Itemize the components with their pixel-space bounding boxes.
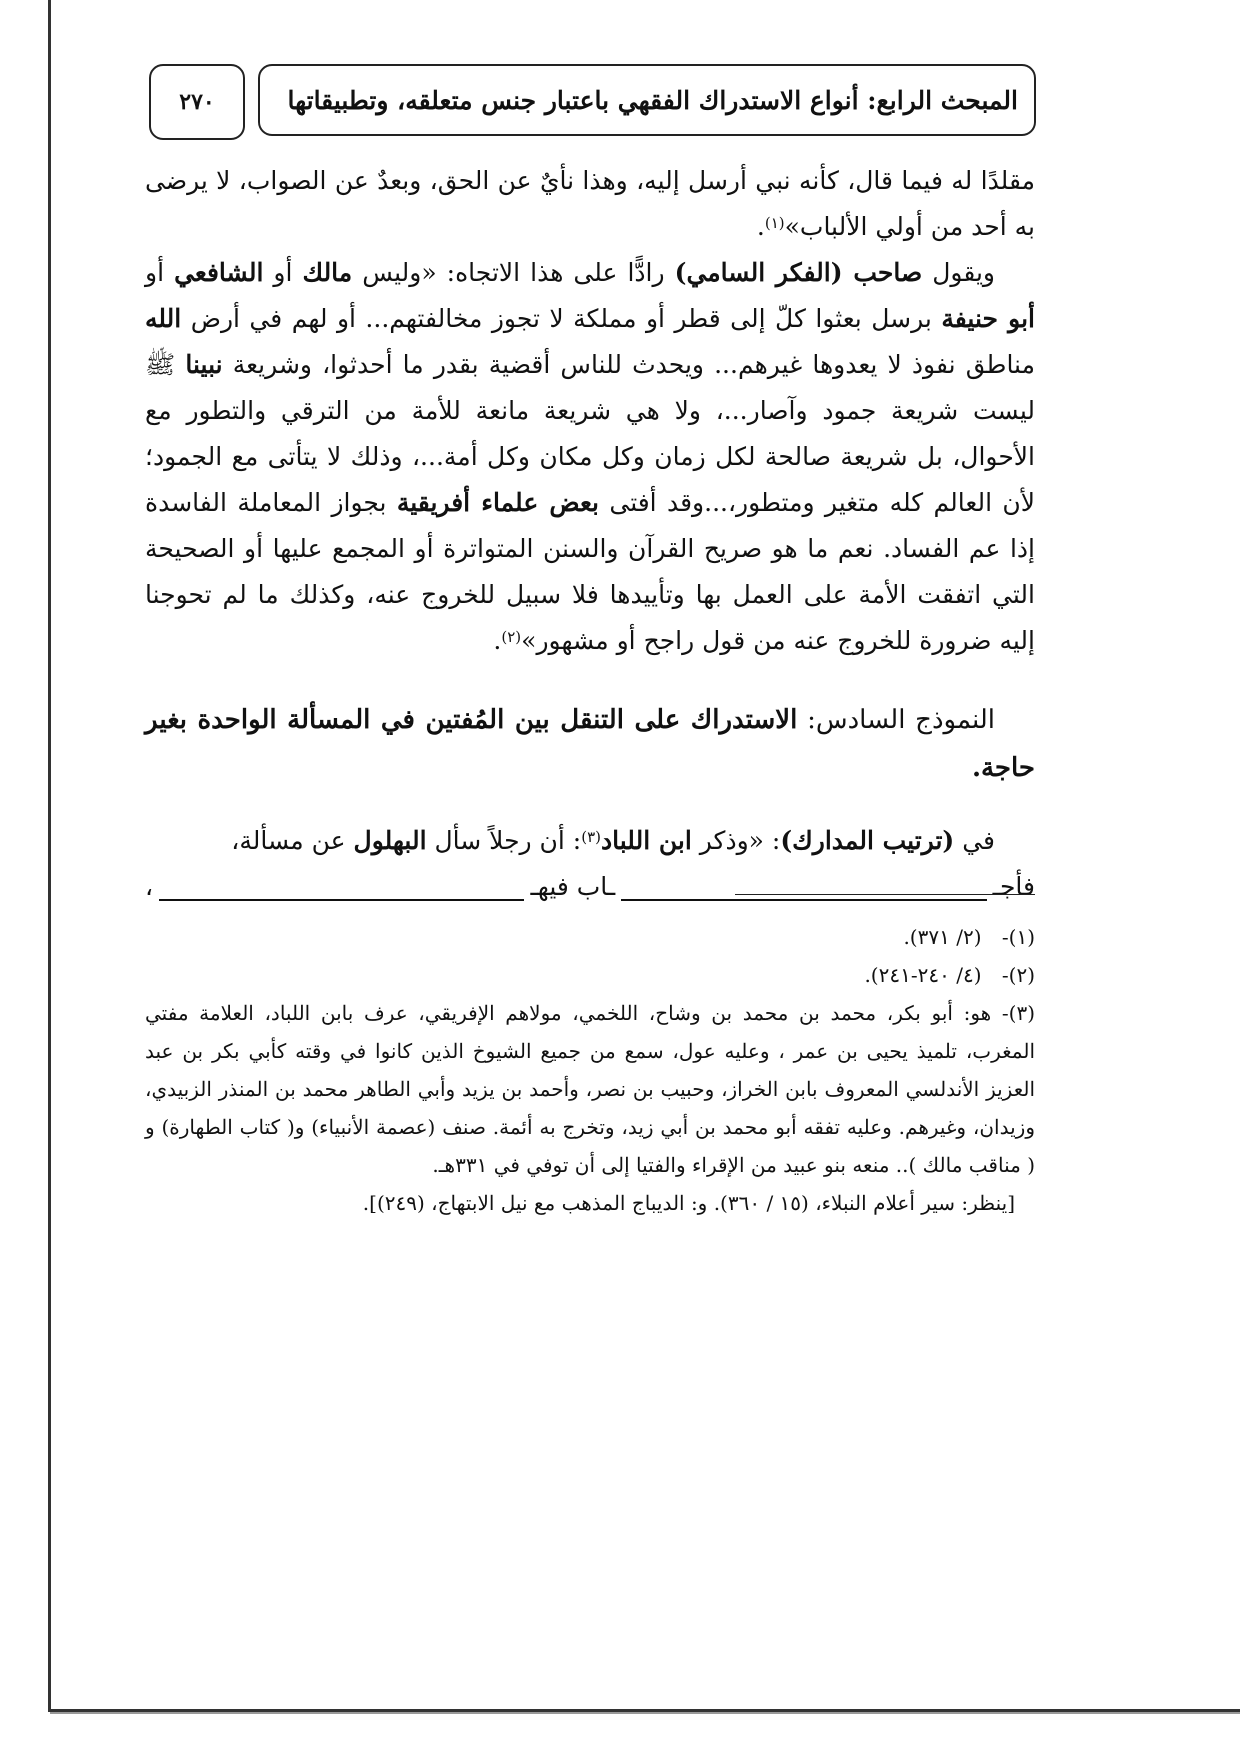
kashida-fill — [159, 873, 524, 901]
p4-start: فأجـ — [992, 872, 1035, 901]
word-nabiyyina: نبينا — [185, 350, 223, 379]
footnote-1 — [145, 918, 1035, 956]
chapter-title: المبحث الرابع: أنواع الاستدراك الفقهي باعتبار جنس متعلقه، وتطبيقاتها — [287, 85, 1018, 115]
chapter-header — [258, 64, 1036, 136]
name-bahlul: البهلول — [353, 826, 427, 855]
page-number-box — [149, 64, 245, 140]
book-title-tartib: (ترتيب المدارك) — [780, 826, 955, 855]
paragraph-1-end: . — [756, 212, 765, 241]
p2-end: . — [493, 626, 502, 655]
kashida-fill — [621, 873, 986, 901]
paragraph-4-stretched — [145, 864, 1035, 910]
p2-text: أو — [263, 258, 303, 287]
p2-text: رادًّا على هذا الاتجاه: «وليس — [352, 258, 675, 287]
book-title-fikr-sami: (الفكر السامي) — [674, 258, 843, 287]
ulama-africa: بعض علماء أفريقية — [396, 488, 599, 517]
p2-text: ويقول — [922, 258, 996, 287]
p3-text: عن مسألة، — [231, 826, 354, 855]
p4-middle: ـاب فيهـ — [530, 872, 616, 901]
footnote-number: (٣)- — [1001, 1001, 1035, 1025]
paragraph-1 — [145, 158, 1035, 250]
p3-text: : أن رجلاً سأل — [426, 826, 582, 855]
p3-text: في — [954, 826, 995, 855]
name-ibn-allabbad: ابن اللباد — [601, 826, 692, 855]
footnote-text: (٤/ ٢٤٠-٢٤١). — [864, 963, 982, 987]
footnote-separator — [735, 894, 1035, 895]
footnote-text: (٢/ ٣٧١). — [903, 925, 982, 949]
footnote-references — [145, 1184, 1035, 1222]
section-heading — [145, 696, 1035, 792]
footnote-text: هو: أبو بكر، محمد بن محمد بن وشاح، اللخمي، مولاهم الإفريقي، عرف بابن اللباد، العلامة مفتي المغرب، تلميذ يحيى بن عمر ، وعليه عول، سمع من جميع الشيوخ الذين كانوا في وقته كأبي بكر بن عبد العزيز الأندلسي المعروف بابن الخراز، وحبيب بن نصر، وأحمد بن يزيد وأبي الطاهر محمد بن المنذر الزبيدي، وزيدان، وغيرهم. وعليه تفقه أبو محمد بن أبي زيد، وتخرج به أئمة. صنف (عصمة الأنبياء) و( كتاب الطهارة) و ( مناقب مالك ).. منعه بنو عبيد من الإقراء والفتيا إلى أن توفي في ٣٣١هـ. — [145, 1001, 1035, 1177]
paragraph-3 — [145, 818, 1035, 864]
p2-text: ﷺ ليست شريعة جمود وآصار...، ولا هي شريعة مانعة للأمة من الترقي والتطور مع الأحوال، بل شريعة صالحة لكل زمان وكل مكان وكل أمة...، وذلك لا يتأتى مع الجمود؛ لأن العالم كله متغير ومتطور،...وقد أفتى — [145, 350, 1035, 517]
main-text — [145, 158, 1035, 910]
footnote-ref-3: (٣) — [581, 828, 602, 846]
footnote-ref-1: (١) — [764, 214, 785, 232]
footnote-number: (١)- — [1001, 925, 1035, 949]
footnote-3 — [145, 994, 1035, 1184]
footnote-ref-2: (٢) — [501, 628, 522, 646]
heading-title: الاستدراك على التنقل بين المُفتين في المسألة الواحدة بغير حاجة. — [145, 705, 1035, 783]
name-malik: مالك — [302, 258, 353, 287]
page-number: ٢٧٠ — [179, 89, 215, 115]
word-allah: الله — [145, 304, 182, 333]
footnotes — [145, 918, 1035, 1222]
p2-bold: صاحب — [842, 258, 923, 287]
p2-text: بجواز المعاملة الفاسدة إذا عم الفساد. نعم ما هو صريح القرآن والسنن المتواترة أو المجمع عليها أو الصحيحة التي اتفقت الأمة على العمل بها وتأييدها فلا سبيل للخروج عنه، وكذلك ما لم تحوجنا إليه ضرورة للخروج عنه من قول راجح أو مشهور» — [145, 488, 1035, 655]
p2-text: برسل بعثوا كلّ إلى قطر أو مملكة لا تجوز مخالفتهم... أو لهم في أرض — [181, 304, 942, 333]
p3-text: : «وذكر — [691, 826, 781, 855]
p2-text: مناطق نفوذ لا يعدوها غيرهم... ويحدث للناس أقضية بقدر ما أحدثوا، وشريعة — [222, 350, 1035, 379]
footnote-text: [ينظر: سير أعلام النبلاء، (١٥ / ٣٦٠). و: الديباج المذهب مع نيل الابتهاج، (٢٤٩)]. — [362, 1191, 1015, 1215]
footnote-2 — [145, 956, 1035, 994]
name-shafii: الشافعي — [174, 258, 264, 287]
paragraph-1-text: مقلدًا له فيما قال، كأنه نبي أرسل إليه، وهذا نأيٌ عن الحق، وبعدٌ عن الصواب، لا يرضى به أحد من أولي الألباب» — [145, 166, 1035, 241]
heading-lead: النموذج السادس: — [797, 705, 995, 735]
footnote-number: (٢)- — [1001, 963, 1035, 987]
name-abu-hanifa: أبو حنيفة — [941, 304, 1035, 333]
paragraph-2 — [145, 250, 1035, 664]
p2-text: أو — [145, 258, 175, 287]
p4-tail: ، — [144, 872, 154, 901]
